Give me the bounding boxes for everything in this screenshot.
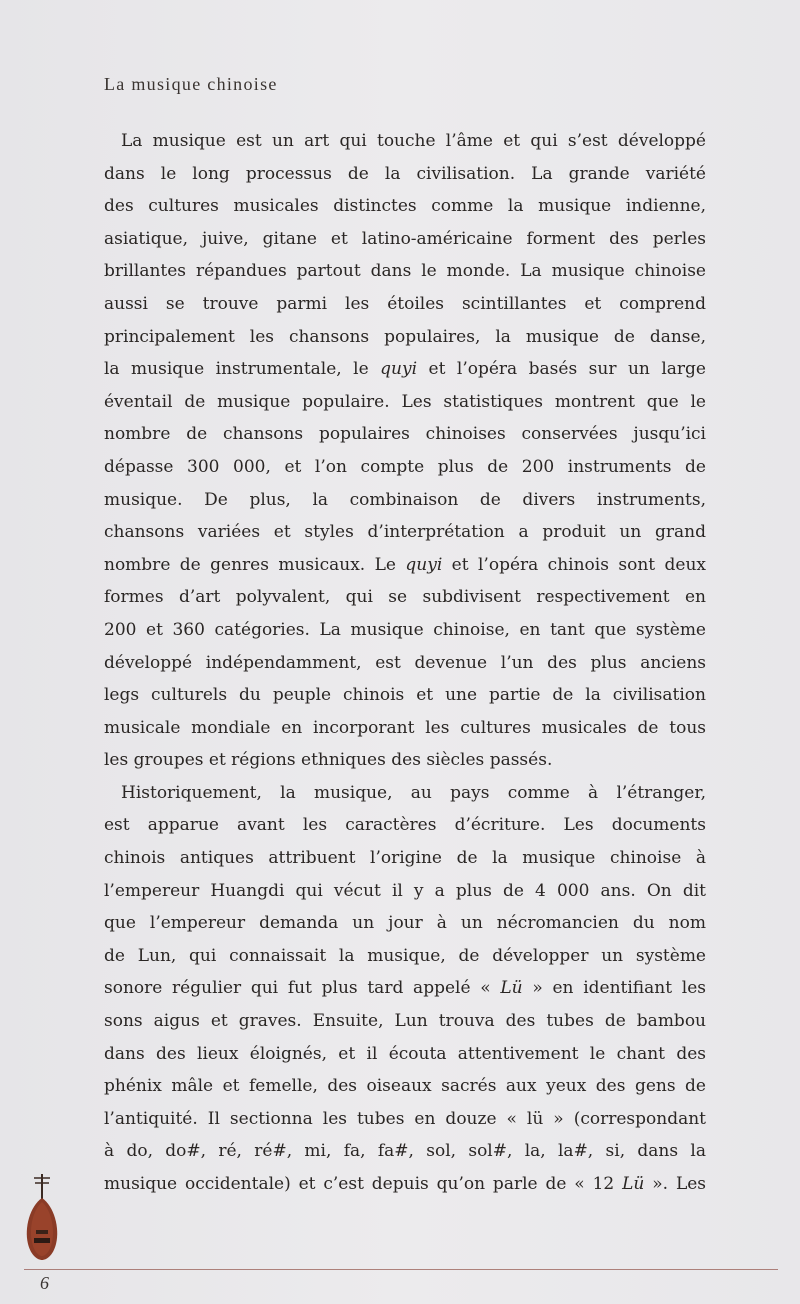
text-line: les groupes et régions ethniques des siècles passés. [104,750,553,771]
text-line: des cultures musicales distinctes comme la musique indienne, [104,196,706,217]
text-line: l’empereur Huangdi qui vécut il y a plus de 4 000 ans. On dit [104,880,706,901]
text-line: phénix mâle et femelle, des oiseaux sacrés aux yeux des gens de [104,1076,706,1097]
text-line: musicale mondiale en incorporant les cultures musicales de tous [104,717,706,738]
text-line: la musique instrumentale, le quyi et l’opéra basés sur un large [104,359,706,380]
paragraph-1 [104,125,706,777]
text-line: nombre de chansons populaires chinoises conservées jusqu’ici [104,424,706,445]
text-line: chansons variées et styles d’interprétation a produit un grand [104,522,706,543]
pipa-lute-icon [20,1172,64,1264]
text-line: brillantes répandues partout dans le monde. La musique chinoise [104,261,706,282]
italic-term: quyi [405,554,443,575]
text-line: principalement les chansons populaires, la musique de danse, [104,326,706,347]
text-line: développé indépendamment, est devenue l’un des plus anciens [104,652,706,673]
text-line: sons aigus et graves. Ensuite, Lun trouva des tubes de bambou [104,1011,706,1032]
text-line: aussi se trouve parmi les étoiles scintillantes et comprend [104,293,706,314]
text-line: dans des lieux éloignés, et il écouta attentivement le chant des [104,1043,706,1064]
body-text [104,125,706,1201]
folio-rule [24,1269,778,1270]
text-line: dépasse 300 000, et l’on compte plus de 200 instruments de [104,456,706,477]
text-line: musique. De plus, la combinaison de divers instruments, [104,489,706,510]
text-line: musique occidentale) et c’est depuis qu’on parle de « 12 Lü ». Les [104,1174,707,1194]
text-line: l’antiquité. Il sectionna les tubes en douze « lü » (correspondant [104,1108,706,1129]
text-line: chinois antiques attribuent l’origine de la musique chinoise à [104,848,706,869]
running-head: La musique chinoise [104,74,278,94]
italic-term: Lü [622,1174,645,1194]
text-line: est apparue avant les caractères d’écriture. Les documents [104,815,706,836]
text-line: sonore régulier qui fut plus tard appelé « Lü » en identifiant les [104,978,706,999]
text-line: Historiquement, la musique, au pays comme à l’étranger, [121,782,706,803]
paragraph-2 [104,777,706,1201]
text-line: 200 et 360 catégories. La musique chinoise, en tant que système [104,619,706,640]
text-line: éventail de musique populaire. Les statistiques montrent que le [104,391,706,412]
text-line: que l’empereur demanda un jour à un nécromancien du nom [104,913,706,934]
page-number: 6 [40,1273,49,1293]
text-line: La musique est un art qui touche l’âme et qui s’est développé [121,131,706,151]
text-line: asiatique, juive, gitane et latino-américaine forment des perles [104,228,706,249]
text-line: formes d’art polyvalent, qui se subdivisent respectivement en [104,587,706,608]
text-line: dans le long processus de la civilisation. La grande variété [104,163,706,184]
text-line: à do, do#, ré, ré#, mi, fa, fa#, sol, sol#, la, la#, si, dans la [104,1141,706,1162]
italic-term: quyi [380,359,418,380]
text-line: legs culturels du peuple chinois et une partie de la civilisation [104,685,706,706]
italic-term: Lü [500,978,523,999]
text-line: nombre de genres musicaux. Le quyi et l’opéra chinois sont deux [104,554,706,575]
text-line: de Lun, qui connaissait la musique, de développer un système [104,945,706,966]
